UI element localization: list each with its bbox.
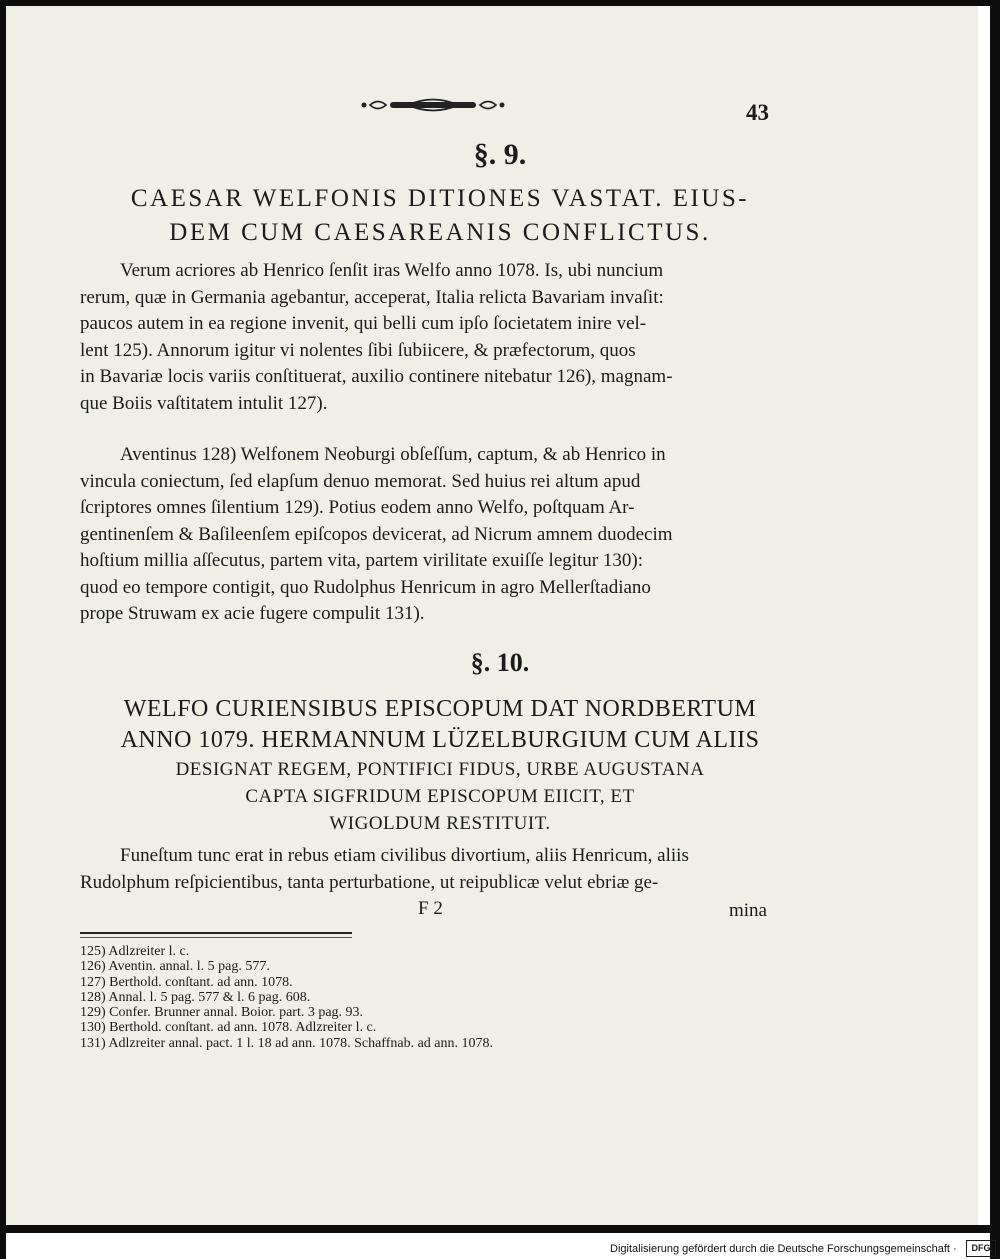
footnote: 131) Adlzreiter annal. pact. 1 l. 18 ad ann. 1078. Schaffnab. ad ann. 1078. [80,1035,494,1051]
text-line: Aventinus 128) Welfonem Neoburgi obſeſſum, captum, & ab Henrico in [120,444,666,465]
section-9-heading [70,182,810,250]
heading-line: DESIGNAT REGEM, PONTIFICI FIDUS, URBE AUGUSTANA [175,759,705,780]
dfg-logo-text: DFG [971,1243,991,1253]
footnote: 127) Berthold. conſtant. ad ann. 1078. [80,974,293,990]
text-line: gentinenſem & Baſileenſem epiſcopos devicerat, ad Nicrum amnem duodecim [80,523,673,545]
text-line: lent 125). Annorum igitur vi nolentes ſibi ſubiicere, & præfectorum, quos [80,339,636,361]
text-line: rerum, quæ in Germania agebantur, acceperat, Italia relicta Bavariam invaſit: [80,286,664,308]
section-9-paragraph-1 [80,258,796,417]
section-10-heading [70,694,810,837]
text-line: quod eo tempore contigit, quo Rudolphus Henricum in agro Mellerſtadiano [80,576,651,598]
footnote: 130) Berthold. conſtant. ad ann. 1078. Adlzreiter l. c. [80,1020,377,1036]
text-line: Verum acriores ab Henrico ſenſit iras Welfo anno 1078. Is, ubi nuncium [120,260,664,281]
scan-border-right [990,0,1000,1259]
heading-line: WELFO CURIENSIBUS EPISCOPUM DAT NORDBERTUM [123,696,757,722]
text-line: Rudolphum reſpicientibus, tanta perturbatione, ut reipublicæ velut ebriæ ge- [80,871,659,893]
text-line: prope Struwam ex acie fugere compulit 131). [80,603,425,624]
footnote-divider [80,932,352,938]
heading-line: CAESAR WELFONIS DITIONES VASTAT. EIUS- [130,185,750,212]
footnote: 126) Aventin. annal. l. 5 pag. 577. [80,959,270,975]
footnote: 129) Confer. Brunner annal. Boior. part. 3 pag. 93. [80,1005,364,1021]
digitization-credit: Digitalisierung gefördert durch die Deutsche Forschungsgemeinschaft · [610,1243,957,1255]
text-line: vincula coniectum, ſed elapſum denuo memorat. Sed huius rei altum apud [80,470,641,492]
section-mark-9: §. 9. [473,138,527,171]
heading-line: CAPTA SIGFRIDUM EPISCOPUM EIICIT, ET [245,786,635,807]
page-number: 43 [746,100,769,125]
heading-line: DEM CUM CAESAREANIS CONFLICTUS. [169,219,711,246]
signature-mark: F 2 [418,898,443,919]
text-line: paucos autem in ea regione invenit, qui belli cum ipſo ſocietatem inire vel- [80,313,647,334]
text-line: hoſtium millia aſſecutus, partem vita, partem virilitate exuiſſe legitur 130): [80,550,643,571]
footnotes [80,944,780,1051]
header-ornament-icon [358,96,508,114]
dfg-logo [966,1240,996,1257]
text-line: in Bavariæ locis variis conſtituerat, auxilio continere nitebatur 126), magnam- [80,366,673,387]
scan-border-bottom [0,1225,1000,1233]
heading-line: ANNO 1079. HERMANNUM LÜZELBURGIUM CUM ALIIS [120,727,760,753]
section-9-paragraph-2 [80,442,796,628]
text-line: ſcriptores omnes ſilentium 129). Potius eodem anno Welfo, poſtquam Ar- [80,497,635,518]
catchword: mina [729,900,767,921]
footnote: 125) Adlzreiter l. c. [80,944,190,959]
section-mark-10: §. 10. [470,648,530,677]
text-line: que Boiis vaſtitatem intulit 127). [80,392,328,414]
text-line: Funeſtum tunc erat in rebus etiam civilibus divortium, aliis Henricum, aliis [120,845,689,866]
section-10-paragraph-1 [80,843,796,896]
heading-line: WIGOLDUM RESTITUIT. [329,813,551,834]
footnote: 128) Annal. l. 5 pag. 577 & l. 6 pag. 608. [80,989,311,1005]
